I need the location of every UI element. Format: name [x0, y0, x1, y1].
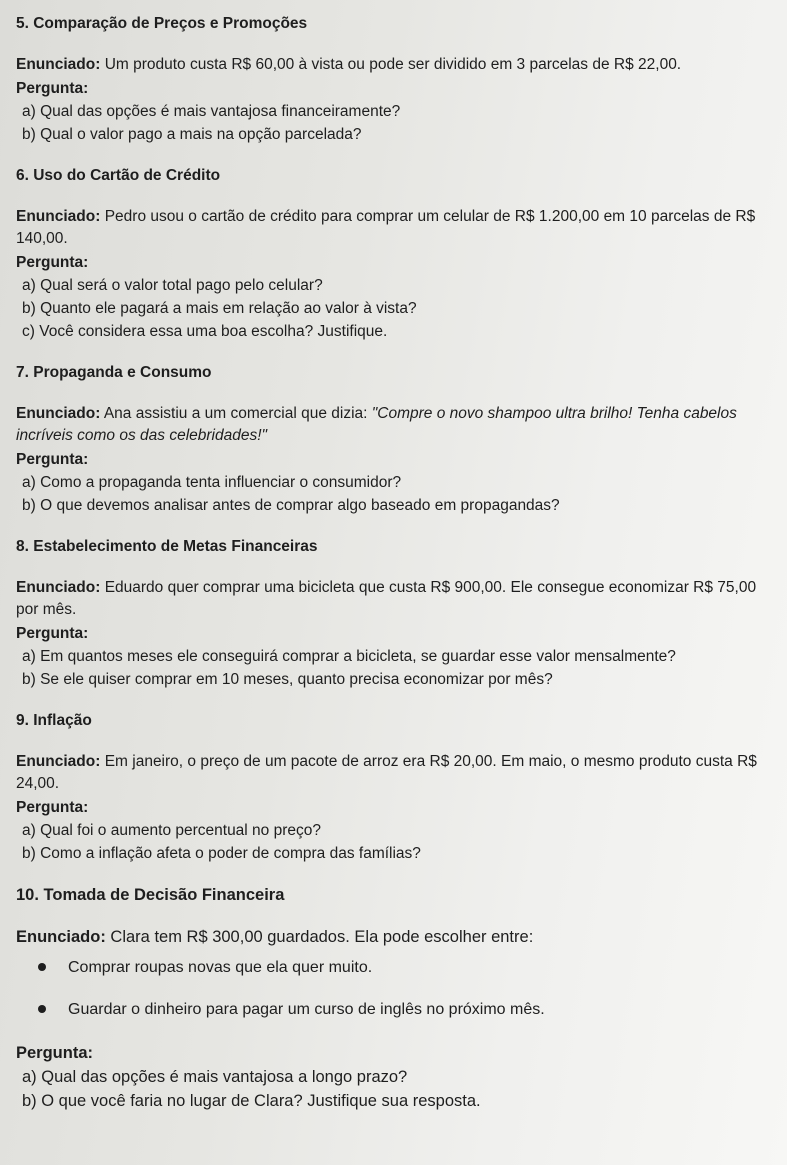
statement-text: Em janeiro, o preço de um pacote de arroz era R$ 20,00. Em maio, o mesmo produto custa R$ 24,00.: [16, 753, 757, 792]
section-6: [16, 166, 767, 343]
list-item: [38, 957, 767, 979]
section-title: 10. Tomada de Decisão Financeira: [16, 886, 285, 904]
option-text: Guardar o dinheiro para pagar um curso de inglês no próximo mês.: [68, 1001, 545, 1018]
statement-label: Enunciado:: [16, 753, 101, 770]
statement-label: Enunciado:: [16, 405, 101, 422]
section-8: [16, 537, 767, 691]
statement: [16, 577, 767, 621]
statement-label: Enunciado:: [16, 208, 101, 225]
list-item: [38, 999, 767, 1021]
options-list: [16, 957, 767, 1021]
section-5: [16, 14, 767, 146]
question-list: [16, 471, 767, 517]
question-label: Pergunta:: [16, 451, 89, 468]
section-title: 6. Uso do Cartão de Crédito: [16, 167, 221, 184]
statement: [16, 403, 767, 447]
statement-label: Enunciado:: [16, 579, 101, 596]
section-7: [16, 363, 767, 517]
statement-label: Enunciado:: [16, 928, 106, 946]
section-title: 8. Estabelecimento de Metas Financeiras: [16, 538, 318, 555]
statement: [16, 54, 767, 76]
statement: [16, 925, 767, 949]
question-item: a) Qual será o valor total pago pelo celular?: [22, 277, 323, 294]
section-9: [16, 711, 767, 865]
question-item: a) Em quantos meses ele conseguirá comprar a bicicleta, se guardar esse valor mensalmente?: [22, 648, 676, 665]
question-list: [16, 100, 767, 146]
question-label: Pergunta:: [16, 254, 89, 271]
question-item: a) Como a propaganda tenta influenciar o consumidor?: [22, 474, 402, 491]
statement: [16, 751, 767, 795]
question-item: a) Qual das opções é mais vantajosa a longo prazo?: [22, 1068, 408, 1086]
section-title: 5. Comparação de Preços e Promoções: [16, 15, 308, 32]
question-label: Pergunta:: [16, 625, 89, 642]
statement-text: Ana assistiu a um comercial que dizia:: [100, 405, 372, 422]
question-label: Pergunta:: [16, 1044, 94, 1062]
question-item: b) Se ele quiser comprar em 10 meses, quanto precisa economizar por mês?: [22, 671, 553, 688]
question-item: b) O que você faria no lugar de Clara? Justifique sua resposta.: [22, 1092, 481, 1110]
question-item: a) Qual foi o aumento percentual no preço?: [22, 822, 321, 839]
question-list: [16, 1065, 767, 1113]
question-label: Pergunta:: [16, 80, 89, 97]
bullet-icon: [38, 963, 46, 971]
question-item: b) Quanto ele pagará a mais em relação ao valor à vista?: [22, 300, 417, 317]
question-item: b) O que devemos analisar antes de comprar algo baseado em propagandas?: [22, 497, 560, 514]
statement-text: Eduardo quer comprar uma bicicleta que custa R$ 900,00. Ele consegue economizar R$ 75,00 por mês.: [16, 579, 757, 618]
statement-label: Enunciado:: [16, 56, 101, 73]
question-item: b) Como a inflação afeta o poder de compra das famílias?: [22, 845, 421, 862]
section-10: [16, 885, 767, 1113]
section-title: 7. Propaganda e Consumo: [16, 364, 212, 381]
question-item: b) Qual o valor pago a mais na opção parcelada?: [22, 126, 362, 143]
bullet-icon: [38, 1005, 46, 1013]
question-list: [16, 645, 767, 691]
statement-text: Pedro usou o cartão de crédito para comprar um celular de R$ 1.200,00 em 10 parcelas de R$ 140,00.: [16, 208, 756, 247]
question-item: a) Qual das opções é mais vantajosa financeiramente?: [22, 103, 401, 120]
question-list: [16, 819, 767, 865]
statement-quote: "Compre o novo shampoo ultra brilho! Tenha cabelos incríveis como os das celebridades!": [16, 405, 737, 444]
statement-text: Um produto custa R$ 60,00 à vista ou pode ser dividido em 3 parcelas de R$ 22,00.: [100, 56, 682, 73]
section-title: 9. Inflação: [16, 712, 92, 729]
statement-text: Clara tem R$ 300,00 guardados. Ela pode escolher entre:: [105, 928, 534, 946]
question-list: [16, 274, 767, 343]
statement: [16, 206, 767, 250]
option-text: Comprar roupas novas que ela quer muito.: [68, 959, 373, 976]
question-item: c) Você considera essa uma boa escolha? Justifique.: [22, 323, 388, 340]
question-label: Pergunta:: [16, 799, 89, 816]
